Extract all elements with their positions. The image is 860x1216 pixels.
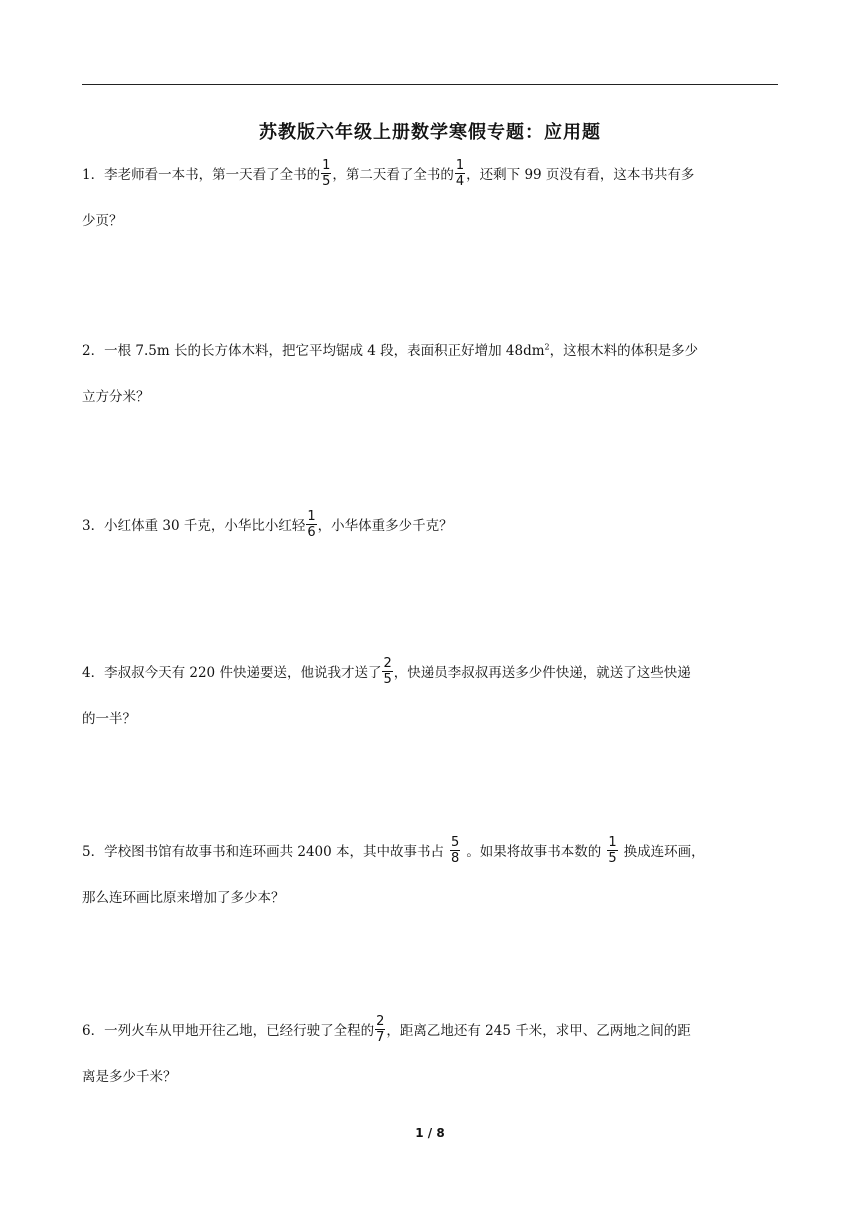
header-rule	[82, 84, 778, 85]
question-6	[82, 1008, 782, 1100]
fraction	[455, 158, 465, 189]
question-text: 2．一根 7.5m 长的长方体木料，把它平均锯成 4 段，表面积正好增加 48dm	[82, 343, 545, 359]
fraction-numerator: 2	[383, 656, 392, 671]
fraction-denominator: 6	[307, 525, 316, 540]
question-text: 。如果将故事书本数的	[466, 844, 602, 860]
document-title: 苏教版六年级上册数学寒假专题：应用题	[259, 122, 601, 143]
question-text: 6．一列火车从甲地开往乙地，已经行驶了全程的	[82, 1023, 375, 1039]
question-text: ，小华体重多少千克？	[317, 518, 453, 534]
fraction-denominator: 7	[376, 1030, 385, 1045]
question-6-line-2: 离是多少千米？	[82, 1069, 177, 1085]
question-text: 1．李老师看一本书，第一天看了全书的	[82, 167, 321, 183]
question-4-line-2: 的一半？	[82, 711, 136, 727]
question-1-line-1	[82, 152, 782, 198]
question-text: 5．学校图书馆有故事书和连环画共 2400 本，其中故事书占	[82, 844, 445, 860]
fraction	[375, 1014, 385, 1045]
question-text: 4．李叔叔今天有 220 件快递要送，他说我才送了	[82, 665, 382, 681]
question-4-line-1	[82, 650, 782, 696]
fraction-numerator: 1	[322, 158, 331, 173]
question-1-line-2: 少页？	[82, 213, 123, 229]
fraction	[321, 158, 331, 189]
fraction-denominator: 4	[455, 174, 465, 189]
question-5-line-2: 那么连环画比原来增加了多少本？	[82, 890, 285, 906]
question-text: ，第二天看了全书的	[332, 167, 454, 183]
fraction	[450, 835, 460, 866]
question-text: ，快递员李叔叔再送多少件快递，就送了这些快递	[393, 665, 691, 681]
fraction	[382, 656, 392, 687]
fraction-numerator: 5	[451, 835, 460, 850]
superscript: 2	[544, 342, 550, 352]
question-text: ，距离乙地还有 245 千米，求甲、乙两地之间的距	[386, 1023, 691, 1039]
question-3	[82, 503, 782, 549]
fraction	[306, 509, 316, 540]
question-5-line-1	[82, 829, 782, 875]
question-5	[82, 829, 782, 921]
question-2-line-1	[82, 328, 782, 374]
fraction-denominator: 8	[451, 851, 460, 866]
fraction-numerator: 1	[307, 509, 316, 524]
fraction-denominator: 5	[608, 851, 617, 866]
fraction-denominator: 5	[383, 672, 392, 687]
question-text: ，这根木料的体积是多少	[549, 343, 699, 359]
fraction	[607, 835, 617, 866]
page-number: 1 / 8	[415, 1126, 445, 1140]
question-6-line-1	[82, 1008, 782, 1054]
question-2-line-2: 立方分米？	[82, 389, 150, 405]
question-text: 换成连环画，	[623, 844, 705, 860]
fraction-numerator: 2	[376, 1014, 385, 1029]
fraction-numerator: 1	[455, 158, 465, 173]
fraction-denominator: 5	[322, 174, 331, 189]
question-2	[82, 328, 782, 420]
question-text: 3．小红体重 30 千克，小华比小红轻	[82, 518, 306, 534]
question-text: ，还剩下 99 页没有看，这本书共有多	[466, 167, 695, 183]
fraction-numerator: 1	[608, 835, 617, 850]
question-3-line-1	[82, 503, 782, 549]
question-1	[82, 152, 782, 244]
question-4	[82, 650, 782, 742]
